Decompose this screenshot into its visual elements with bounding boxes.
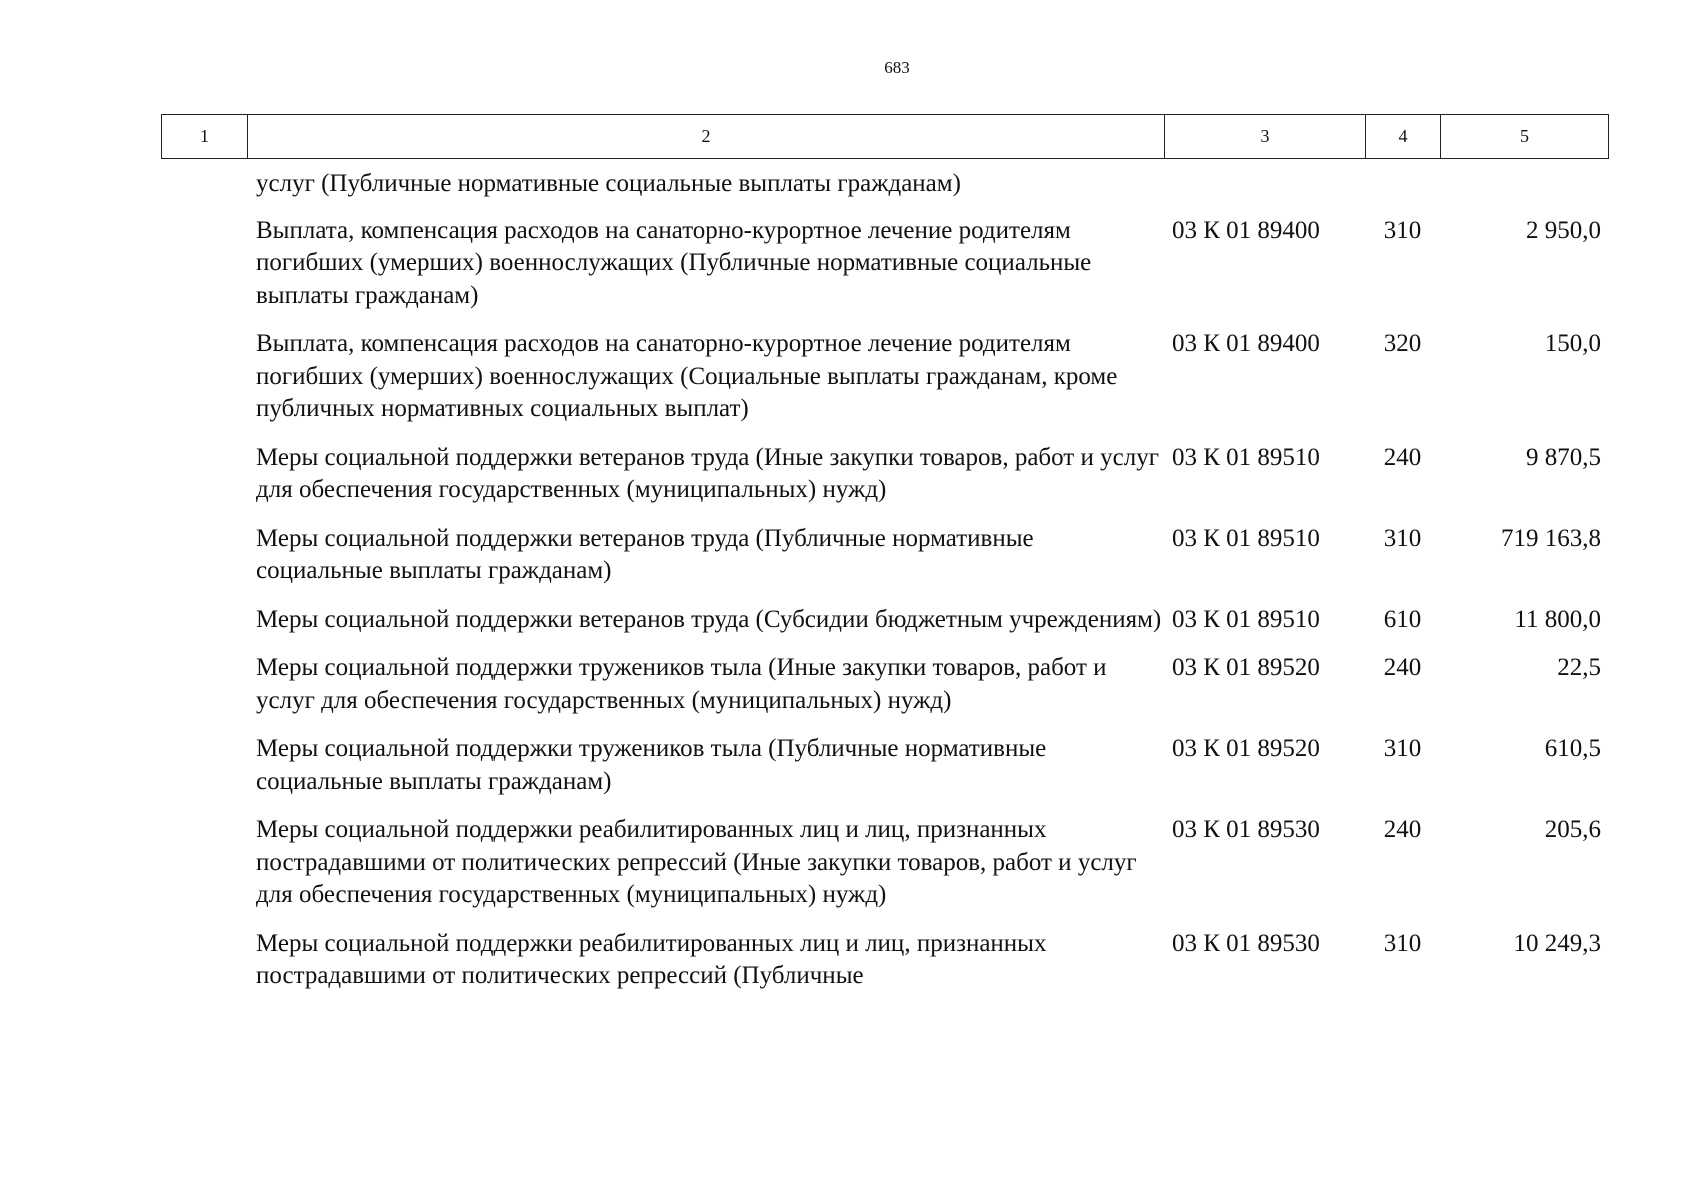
page-number: 683 bbox=[884, 58, 910, 77]
header-col-4: 4 bbox=[1366, 115, 1441, 158]
row-name: Выплата, компенсация расходов на санаторно-курортное лечение родителям погибших (умерших) военнослужащих (Социальные выплаты гражданам, кроме публичных нормативных социальных выплат) bbox=[256, 330, 1118, 422]
row-type: 310 bbox=[1383, 929, 1422, 957]
row-code: 03 К 01 89400 bbox=[1172, 330, 1320, 357]
table-row bbox=[161, 328, 1609, 426]
row-code: 03 К 01 89510 bbox=[1172, 524, 1320, 552]
table-row bbox=[161, 523, 1609, 588]
row-code bbox=[1164, 168, 1365, 201]
row-number-cell bbox=[161, 215, 256, 313]
row-number-cell bbox=[161, 523, 256, 588]
header-col-5: 5 bbox=[1520, 126, 1529, 146]
row-amount bbox=[1440, 168, 1609, 201]
row-code: 03 К 01 89510 bbox=[1172, 605, 1320, 633]
row-number-cell bbox=[161, 168, 256, 201]
row-code: 03 К 01 89510 bbox=[1172, 443, 1320, 471]
row-amount: 2 950,0 bbox=[1526, 216, 1601, 244]
row-name: Меры социальной поддержки ветеранов труда (Иные закупки товаров, работ и услуг для обеспечения государственных (муниципальных) нужд) bbox=[256, 443, 1159, 503]
row-type: 240 bbox=[1383, 443, 1422, 471]
row-code: 03 К 01 89530 bbox=[1172, 816, 1320, 843]
row-name: Меры социальной поддержки ветеранов труда (Публичные нормативные социальные выплаты гражданам) bbox=[256, 524, 1034, 584]
row-number-cell bbox=[161, 652, 256, 717]
row-name: Меры социальной поддержки реабилитированных лиц и лиц, признанных пострадавшими от политических репрессий (Иные закупки товаров, работ и услуг для обеспечения государственных (муниципальных) нужд) bbox=[256, 816, 1137, 908]
row-amount: 719 163,8 bbox=[1501, 524, 1601, 552]
row-name: Меры социальной поддержки тружеников тыла (Иные закупки товаров, работ и услуг для обеспечения государственных (муниципальных) нужд) bbox=[256, 654, 1107, 714]
row-code: 03 К 01 89520 bbox=[1172, 654, 1320, 681]
table-row bbox=[161, 215, 1609, 313]
row-type: 320 bbox=[1383, 330, 1422, 357]
row-amount: 150,0 bbox=[1544, 330, 1601, 357]
row-type bbox=[1365, 168, 1440, 201]
row-code: 03 К 01 89520 bbox=[1172, 735, 1320, 762]
table-row bbox=[161, 733, 1609, 798]
row-name: Меры социальной поддержки ветеранов труда (Субсидии бюджетным учреждениям) bbox=[256, 605, 1162, 633]
row-amount: 9 870,5 bbox=[1526, 443, 1601, 471]
table-row bbox=[161, 652, 1609, 717]
row-name: Меры социальной поддержки реабилитированных лиц и лиц, признанных пострадавшими от политических репрессий (Публичные bbox=[256, 929, 1047, 989]
header-col-3: 3 bbox=[1165, 115, 1366, 158]
header-col-1: 1 bbox=[162, 115, 248, 158]
row-number-cell bbox=[161, 442, 256, 507]
table-body bbox=[161, 168, 1609, 1009]
row-type: 310 bbox=[1383, 524, 1422, 552]
row-type: 310 bbox=[1383, 735, 1422, 762]
row-amount: 10 249,3 bbox=[1513, 929, 1601, 957]
row-amount: 22,5 bbox=[1557, 654, 1601, 681]
row-number-cell bbox=[161, 814, 256, 912]
row-amount: 610,5 bbox=[1544, 735, 1601, 762]
table-row bbox=[161, 604, 1609, 637]
row-number-cell bbox=[161, 733, 256, 798]
row-type: 240 bbox=[1383, 654, 1422, 681]
row-amount: 205,6 bbox=[1544, 816, 1601, 843]
row-number-cell bbox=[161, 604, 256, 637]
row-number-cell bbox=[161, 328, 256, 426]
row-amount: 11 800,0 bbox=[1514, 605, 1601, 633]
row-name: Меры социальной поддержки тружеников тыла (Публичные нормативные социальные выплаты гражданам) bbox=[256, 735, 1047, 795]
row-type: 310 bbox=[1383, 216, 1422, 244]
table-row bbox=[161, 168, 1609, 201]
table-row bbox=[161, 928, 1609, 993]
row-code: 03 К 01 89400 bbox=[1172, 216, 1320, 244]
row-name: услуг (Публичные нормативные социальные выплаты гражданам) bbox=[256, 170, 961, 197]
table-header bbox=[161, 114, 1609, 159]
row-type: 240 bbox=[1383, 816, 1422, 843]
table-row bbox=[161, 442, 1609, 507]
row-name: Выплата, компенсация расходов на санаторно-курортное лечение родителям погибших (умерших) военнослужащих (Публичные нормативные социальные выплаты гражданам) bbox=[256, 216, 1092, 309]
header-col-2: 2 bbox=[248, 115, 1165, 158]
row-type: 610 bbox=[1383, 605, 1422, 633]
row-number-cell bbox=[161, 928, 256, 993]
row-code: 03 К 01 89530 bbox=[1172, 929, 1320, 957]
table-row bbox=[161, 814, 1609, 912]
